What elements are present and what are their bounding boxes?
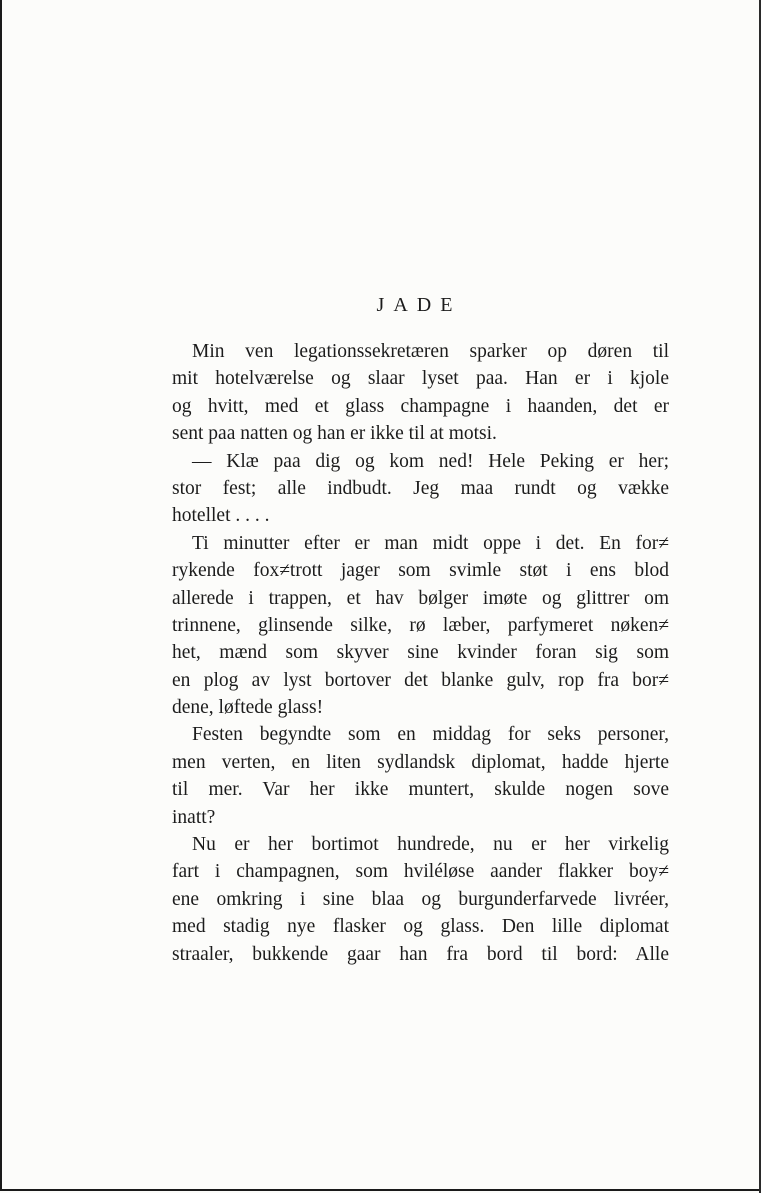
text-line: med stadig nye flasker og glass. Den lille diplomat <box>172 916 669 938</box>
text-line: sent paa natten og han er ikke til at motsi. <box>172 423 497 445</box>
text-line: men verten, en liten sydlandsk diplomat, hadde hjerte <box>172 751 669 773</box>
text-line: en plog av lyst bortover det blanke gulv, rop fra bor≠ <box>172 669 669 691</box>
text-line: — Klæ paa dig og kom ned! Hele Peking er her; <box>192 450 669 472</box>
text-line: ene omkring i sine blaa og burgunderfarvede livréer, <box>172 888 669 910</box>
text-line: dene, løftede glass! <box>172 697 324 719</box>
text-line: Min ven legationssekretæren sparker op døren til <box>192 341 669 362</box>
text-line: straaler, bukkende gaar han fra bord til bord: Alle <box>172 943 669 965</box>
text-line: og hvitt, med et glass champagne i haanden, det er <box>172 395 669 417</box>
chapter-title: JADE <box>376 294 462 316</box>
text-line: Festen begyndte som en middag for seks personer, <box>192 724 669 746</box>
text-line: Ti minutter efter er man midt oppe i det. En for≠ <box>192 532 669 554</box>
text-line: hotellet . . . . <box>172 505 270 527</box>
text-line: mit hotelværelse og slaar lyset paa. Han er i kjole <box>172 368 669 390</box>
text-line: rykende fox≠trott jager som svimle støt i ens blod <box>172 560 669 582</box>
text-line: stor fest; alle indbudt. Jeg maa rundt og vække <box>172 477 669 499</box>
text-line: het, mænd som skyver sine kvinder foran sig som <box>172 642 669 664</box>
text-line: allerede i trappen, et hav bølger imøte og glittrer om <box>172 587 669 609</box>
text-line: til mer. Var her ikke muntert, skulde nogen sove <box>172 779 669 801</box>
body-text <box>172 338 669 968</box>
text-line: fart i champagnen, som hviléløse aander flakker boy≠ <box>172 861 669 883</box>
text-line: inatt? <box>172 806 216 828</box>
text-line: Nu er her bortimot hundrede, nu er her virkelig <box>192 834 669 856</box>
text-line: trinnene, glinsende silke, rø læber, parfymeret nøken≠ <box>172 614 669 636</box>
